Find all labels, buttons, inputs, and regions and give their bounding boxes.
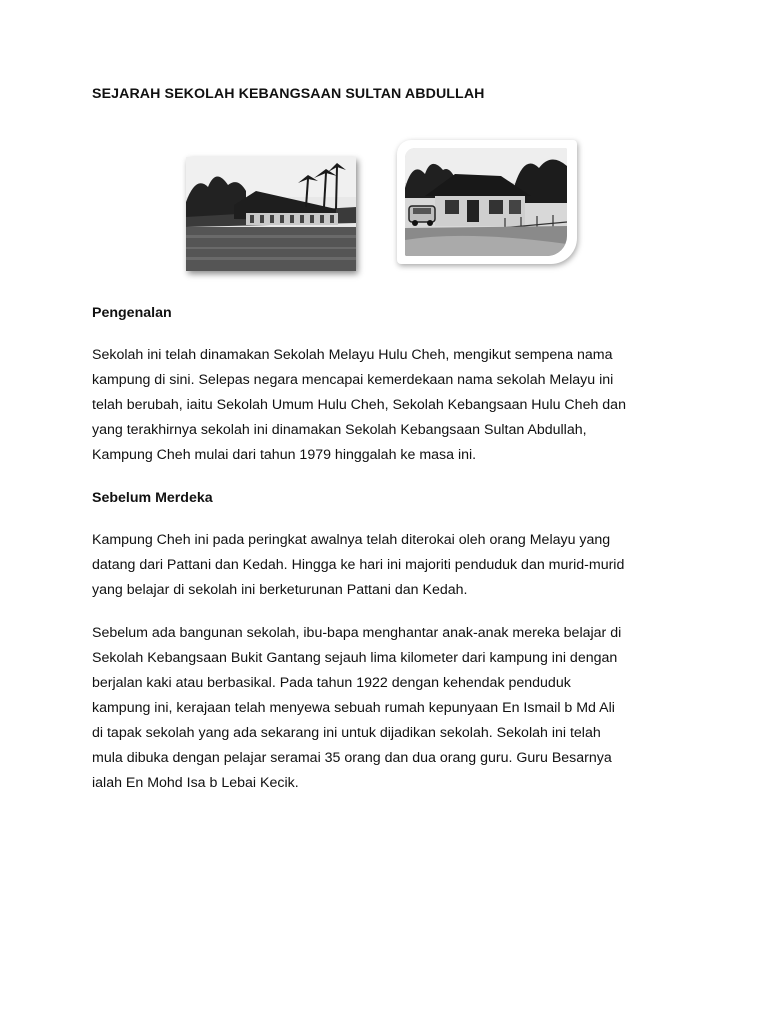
paragraph-sebelum-merdeka-1: Kampung Cheh ini pada peringkat awalnya telah diterokai oleh orang Melayu yang datang dari Pattani dan Kedah. Hingga ke hari ini majoriti penduduk dan murid-murid yang belajar di sekolah ini berketurunan Pattani dan Kedah. xyxy=(92,532,625,598)
section-heading-sebelum-merdeka: Sebelum Merdeka xyxy=(92,490,213,506)
house-photo xyxy=(405,148,567,256)
school-building-photo xyxy=(186,157,356,271)
document-title: SEJARAH SEKOLAH KEBANGSAAN SULTAN ABDULLAH xyxy=(92,86,485,102)
paragraph-sebelum-merdeka-2: Sebelum ada bangunan sekolah, ibu-bapa menghantar anak-anak mereka belajar di Sekolah Kebangsaan Bukit Gantang sejauh lima kilometer dari kampung ini dengan berjalan kaki atau berbasikal. Pada tahun 1922 dengan kehendak penduduk kampung ini, kerajaan telah menyewa sebuah rumah kepunyaan En Ismail b Md Ali di tapak sekolah yang ada sekarang ini untuk dijadikan sekolah. Sekolah ini telah mula dibuka dengan pelajar seramai 35 orang dan dua orang guru. Guru Besarnya ialah En Mohd Isa b Lebai Kecik. xyxy=(92,625,622,791)
paragraph-pengenalan: Sekolah ini telah dinamakan Sekolah Melayu Hulu Cheh, mengikut sempena nama kampung di sini. Selepas negara mencapai kemerdekaan nama sekolah Melayu ini telah berubah, iaitu Sekolah Umum Hulu Cheh, Sekolah Kebangsaan Hulu Cheh dan yang terakhirnya sekolah ini dinamakan Sekolah Kebangsaan Sultan Abdullah, Kampung Cheh mulai dari tahun 1979 hinggalah ke masa ini. xyxy=(92,347,626,463)
house-photo-frame xyxy=(397,140,577,264)
section-heading-pengenalan: Pengenalan xyxy=(92,305,172,321)
